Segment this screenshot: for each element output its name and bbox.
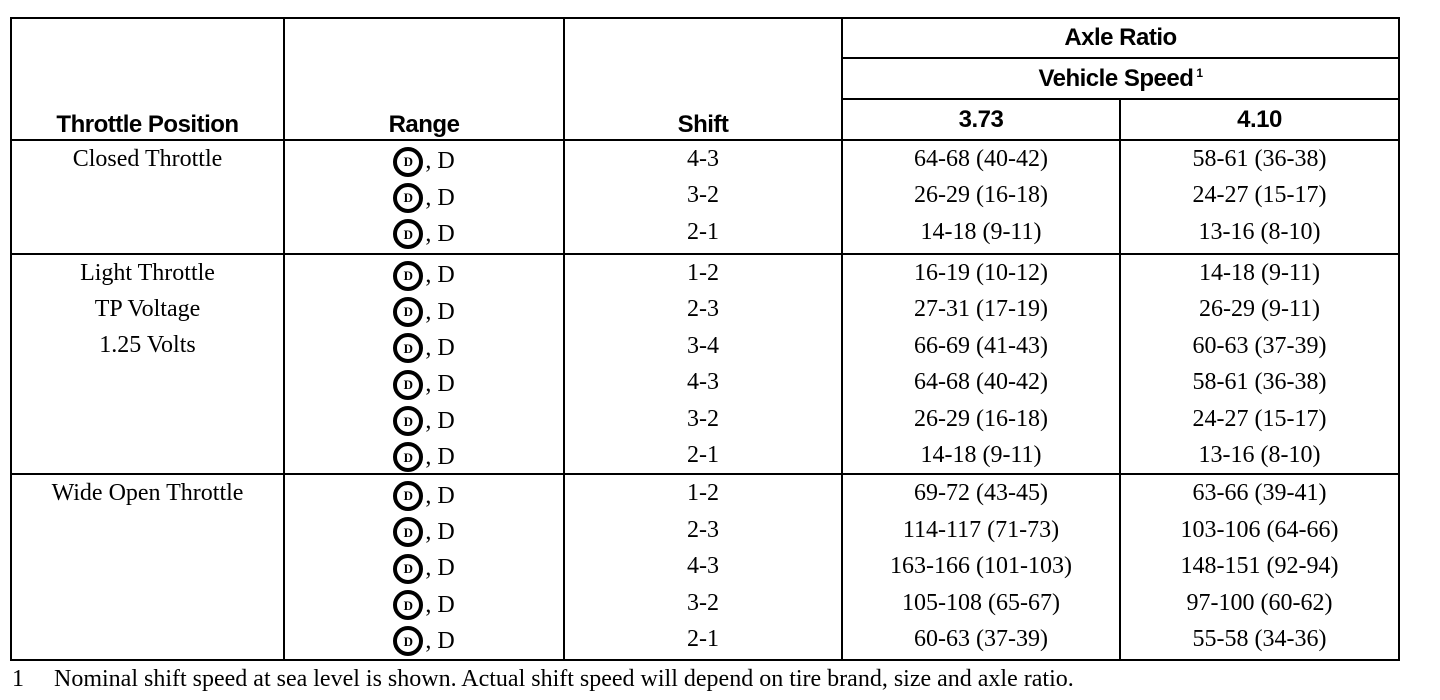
speed-4-10-value: 26-29 (9-11)	[1198, 296, 1321, 323]
throttle-position-cell	[11, 254, 284, 474]
shift-value: 4-3	[687, 553, 719, 580]
speed-4-10-value: 58-61 (36-38)	[1192, 369, 1327, 396]
speed-4-10-cell	[1120, 140, 1399, 254]
speed-4-10-value: 60-63 (37-39)	[1192, 332, 1327, 359]
range-value	[285, 255, 563, 291]
circled-d-icon: D	[393, 481, 423, 511]
range-text: , D	[425, 371, 455, 398]
table-row-group	[11, 140, 1399, 254]
range-line	[393, 330, 454, 366]
shift-value: 2-3	[687, 516, 719, 543]
shift-value: 1-2	[687, 260, 719, 286]
range-value	[285, 214, 563, 250]
speed-3-73-value: 14-18 (9-11)	[920, 441, 1042, 468]
speed-3-73-value: 64-68 (40-42)	[914, 369, 1048, 396]
range-line	[393, 623, 454, 659]
range-value	[285, 437, 563, 473]
circled-d-icon: D	[393, 626, 423, 656]
shift-value: 2-3	[687, 296, 719, 323]
speed-4-10-value: 13-16 (8-10)	[1198, 441, 1321, 468]
speed-4-10-value: 13-16 (8-10)	[1198, 218, 1321, 245]
speed-4-10-value: 58-61 (36-38)	[1192, 146, 1327, 172]
speed-3-73-value: 105-108 (65-67)	[902, 589, 1060, 616]
circled-d-icon: D	[393, 147, 423, 177]
footnote-text: Nominal shift speed at sea level is shown. Actual shift speed will depend on tire brand, size and axle ratio.	[54, 666, 1074, 692]
header-throttle-position: Throttle Position	[11, 18, 284, 140]
throttle-position-text: 1.25 Volts	[99, 332, 196, 358]
speed-3-73-cell	[842, 474, 1120, 660]
range-value	[285, 291, 563, 327]
range-line	[393, 216, 454, 252]
table-row-group	[11, 474, 1399, 660]
range-text: , D	[425, 628, 455, 655]
circled-d-icon: D	[393, 406, 423, 436]
shift-speed-table	[10, 17, 1400, 661]
shift-cell	[564, 474, 842, 660]
range-line	[393, 550, 454, 586]
range-text: , D	[425, 184, 455, 211]
shift-value: 2-1	[687, 218, 719, 245]
shift-value: 3-2	[687, 182, 719, 209]
footnote	[12, 666, 1074, 693]
circled-d-icon: D	[393, 442, 423, 472]
shift-cell	[564, 254, 842, 474]
range-text: , D	[425, 519, 455, 546]
speed-4-10-value: 14-18 (9-11)	[1198, 260, 1321, 286]
range-line	[393, 478, 454, 514]
throttle-position-cell	[11, 474, 284, 660]
shift-value: 3-2	[687, 405, 719, 432]
circled-d-icon: D	[393, 554, 423, 584]
table-body	[11, 140, 1399, 660]
speed-3-73-cell	[842, 254, 1120, 474]
range-text: , D	[425, 298, 455, 325]
range-text: , D	[425, 555, 455, 582]
range-text: , D	[425, 262, 455, 289]
range-value	[285, 364, 563, 400]
range-value	[285, 585, 563, 621]
shift-cell	[564, 140, 842, 254]
speed-4-10-value: 24-27 (15-17)	[1192, 182, 1327, 209]
range-cell	[284, 140, 564, 254]
header-range: Range	[284, 18, 564, 140]
footnote-number: 1	[12, 666, 24, 692]
throttle-position-text: Light Throttle	[80, 260, 215, 286]
speed-3-73-value: 60-63 (37-39)	[914, 625, 1048, 652]
speed-4-10-value: 63-66 (39-41)	[1192, 480, 1327, 507]
footnote-marker: 1	[1196, 65, 1203, 80]
range-line	[393, 257, 454, 293]
range-line	[393, 403, 454, 439]
shift-value: 2-1	[687, 441, 719, 468]
range-value	[285, 328, 563, 364]
speed-4-10-value: 97-100 (60-62)	[1186, 589, 1333, 616]
shift-value: 2-1	[687, 625, 719, 652]
range-line	[393, 366, 454, 402]
throttle-position-text: TP Voltage	[94, 296, 201, 322]
header-axle-ratio: Axle Ratio	[842, 18, 1399, 58]
range-line	[393, 294, 454, 330]
throttle-position-cell	[11, 140, 284, 254]
shift-value: 3-4	[687, 332, 719, 359]
speed-3-73-value: 64-68 (40-42)	[914, 146, 1048, 172]
circled-d-icon: D	[393, 517, 423, 547]
circled-d-icon: D	[393, 333, 423, 363]
range-text: , D	[425, 221, 455, 248]
header-vehicle-speed-label: Vehicle Speed	[1038, 64, 1194, 92]
speed-4-10-value: 103-106 (64-66)	[1180, 516, 1339, 543]
shift-value: 3-2	[687, 589, 719, 616]
header-ratio-4-10: 4.10	[1120, 99, 1399, 140]
throttle-position-text: Wide Open Throttle	[51, 480, 244, 507]
range-line	[393, 514, 454, 550]
speed-3-73-value: 16-19 (10-12)	[914, 260, 1048, 286]
range-text: , D	[425, 444, 455, 471]
speed-3-73-value: 14-18 (9-11)	[920, 218, 1042, 245]
range-text: , D	[425, 591, 455, 618]
circled-d-icon: D	[393, 297, 423, 327]
circled-d-icon: D	[393, 183, 423, 213]
speed-4-10-cell	[1120, 474, 1399, 660]
shift-value: 1-2	[687, 480, 719, 507]
range-line	[393, 180, 454, 216]
range-line	[393, 439, 454, 475]
shift-value: 4-3	[687, 146, 719, 172]
speed-3-73-value: 26-29 (16-18)	[914, 182, 1048, 209]
header-shift: Shift	[564, 18, 842, 140]
circled-d-icon: D	[393, 219, 423, 249]
circled-d-icon: D	[393, 590, 423, 620]
circled-d-icon: D	[393, 261, 423, 291]
shift-value: 4-3	[687, 369, 719, 396]
speed-3-73-value: 27-31 (17-19)	[914, 296, 1048, 323]
speed-4-10-value: 148-151 (92-94)	[1180, 553, 1339, 580]
speed-4-10-value: 24-27 (15-17)	[1192, 405, 1327, 432]
table-row-group	[11, 254, 1399, 474]
range-cell	[284, 254, 564, 474]
table-header	[11, 18, 1399, 140]
range-value	[285, 141, 563, 177]
range-line	[393, 587, 454, 623]
speed-3-73-value: 69-72 (43-45)	[914, 480, 1048, 507]
speed-3-73-value: 26-29 (16-18)	[914, 405, 1048, 432]
range-line	[393, 143, 454, 179]
range-cell	[284, 474, 564, 660]
range-value	[285, 621, 563, 657]
speed-4-10-cell	[1120, 254, 1399, 474]
circled-d-icon: D	[393, 370, 423, 400]
range-value	[285, 548, 563, 584]
throttle-position-text: Closed Throttle	[72, 146, 223, 172]
range-text: , D	[425, 482, 455, 509]
shift-speed-table-container	[10, 17, 1398, 661]
range-value	[285, 475, 563, 511]
header-vehicle-speed	[842, 58, 1399, 99]
speed-4-10-value: 55-58 (34-36)	[1192, 625, 1327, 652]
header-ratio-3-73: 3.73	[842, 99, 1120, 140]
speed-3-73-value: 114-117 (71-73)	[902, 516, 1060, 543]
range-value	[285, 512, 563, 548]
range-text: , D	[425, 148, 455, 175]
range-value	[285, 177, 563, 213]
speed-3-73-cell	[842, 140, 1120, 254]
speed-3-73-value: 163-166 (101-103)	[890, 553, 1072, 580]
speed-3-73-value: 66-69 (41-43)	[914, 332, 1048, 359]
range-text: , D	[425, 407, 455, 434]
range-text: , D	[425, 335, 455, 362]
range-value	[285, 401, 563, 437]
